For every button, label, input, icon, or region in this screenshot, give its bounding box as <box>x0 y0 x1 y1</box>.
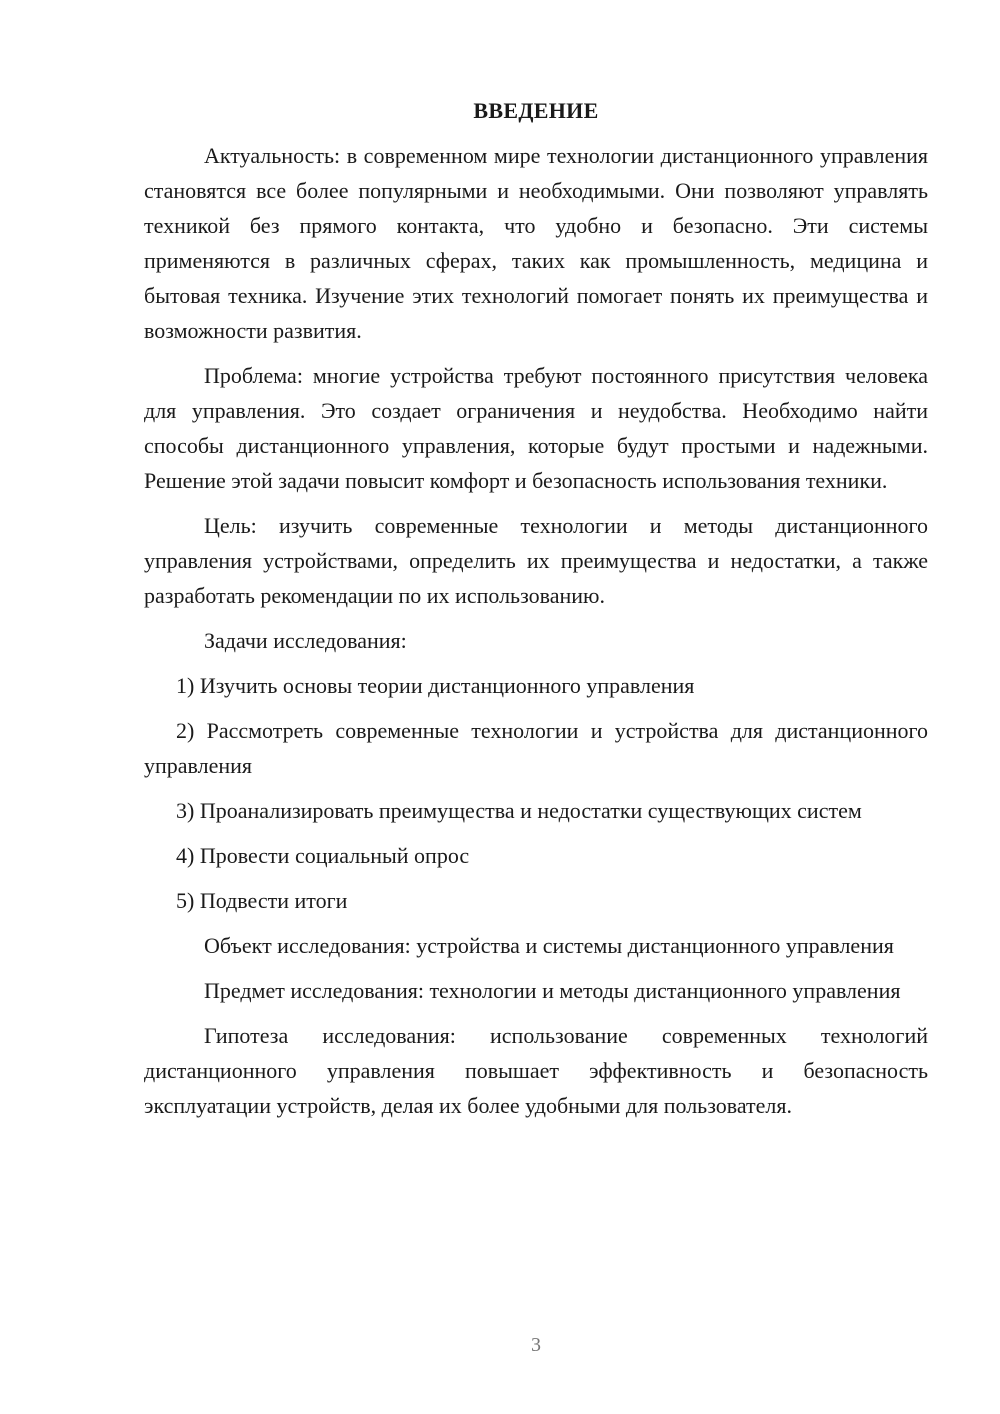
paragraph-hypothesis: Гипотеза исследования: использование современных технологий дистанционного управления повышает эффективность и безопасность эксплуатации устройств, делая их более удобными для пользователя. <box>144 1023 928 1118</box>
paragraph-subject: Предмет исследования: технологии и методы дистанционного управления <box>204 978 901 1003</box>
task-item: 3) Проанализировать преимущества и недостатки существующих систем <box>176 798 862 823</box>
paragraph-relevance: Актуальность: в современном мире технологии дистанционного управления становятся все более популярными и необходимыми. Они позволяют управлять техникой без прямого контакта, что удобно и безопасно. Эти системы применяются в различных сферах, таких как промышленность, медицина и бытовая техника. Изучение этих технологий помогает понять их преимущества и возможности развития. <box>144 143 928 343</box>
page-number: 3 <box>531 1334 541 1356</box>
paragraph-problem: Проблема: многие устройства требуют постоянного присутствия человека для управления. Это создает ограничения и неудобства. Необходимо найти способы дистанционного управления, которые будут простыми и надежными. Решение этой задачи повысит комфорт и безопасность использования техники. <box>144 363 928 493</box>
paragraph-tasks-heading: Задачи исследования: <box>204 628 407 653</box>
page-title: ВВЕДЕНИЕ <box>473 98 599 123</box>
task-item: 4) Провести социальный опрос <box>176 843 470 868</box>
task-item: 1) Изучить основы теории дистанционного управления <box>176 673 695 698</box>
page-content <box>144 93 928 1133</box>
paragraph-object: Объект исследования: устройства и системы дистанционного управления <box>204 933 894 958</box>
task-item: 5) Подвести итоги <box>176 888 348 913</box>
paragraph-goal: Цель: изучить современные технологии и методы дистанционного управления устройствами, определить их преимущества и недостатки, а также разработать рекомендации по их использованию. <box>144 513 928 608</box>
task-item: 2) Рассмотреть современные технологии и устройства для дистанционного управления <box>144 718 928 778</box>
